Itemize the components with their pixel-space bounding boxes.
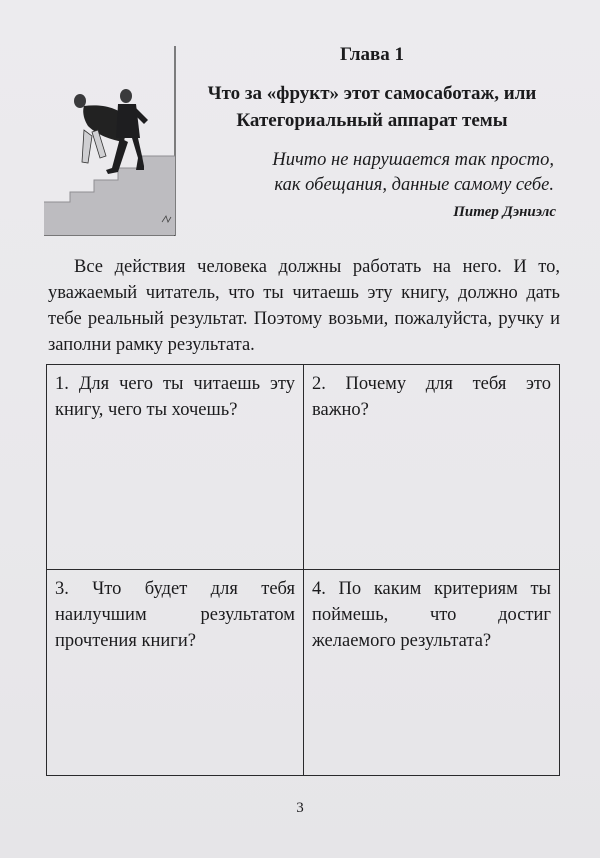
epigraph-line: Ничто не нарушается так просто, bbox=[272, 150, 554, 170]
question-cell-1: 1. Для чего ты читаешь эту книгу, чего ты хочешь? bbox=[47, 365, 304, 570]
intro-text: Все действия человека должны работать на него. И то, уважаемый читатель, что ты читаешь эту книгу, должно дать тебе реальный результат. Поэтому возьми, пожалуйста, ручку и заполни рамку результата. bbox=[48, 257, 560, 355]
page-number: 3 bbox=[296, 800, 304, 816]
chapter-illustration bbox=[44, 46, 176, 236]
epigraph-author: Питер Дэниэлс bbox=[453, 204, 556, 220]
intro-paragraph bbox=[48, 254, 560, 358]
chapter-title: Что за «фрукт» этот самосаботаж, или Категориальный аппарат темы bbox=[207, 83, 537, 131]
question-cell-3: 3. Что будет для тебя наилучшим результатом прочтения книги? bbox=[47, 570, 304, 775]
chapter-number: Глава 1 bbox=[339, 44, 405, 65]
epigraph-line: как обещания, данные самому себе. bbox=[274, 175, 554, 195]
question-cell-2: 2. Почему для тебя это важно? bbox=[304, 365, 559, 570]
epigraph-quote bbox=[184, 148, 554, 198]
question-cell-4: 4. По каким критериям ты поймешь, что достиг желаемого результата? bbox=[312, 579, 551, 651]
man-carrying-man-up-stairs-illustration bbox=[44, 46, 176, 236]
results-frame-table bbox=[46, 364, 560, 776]
